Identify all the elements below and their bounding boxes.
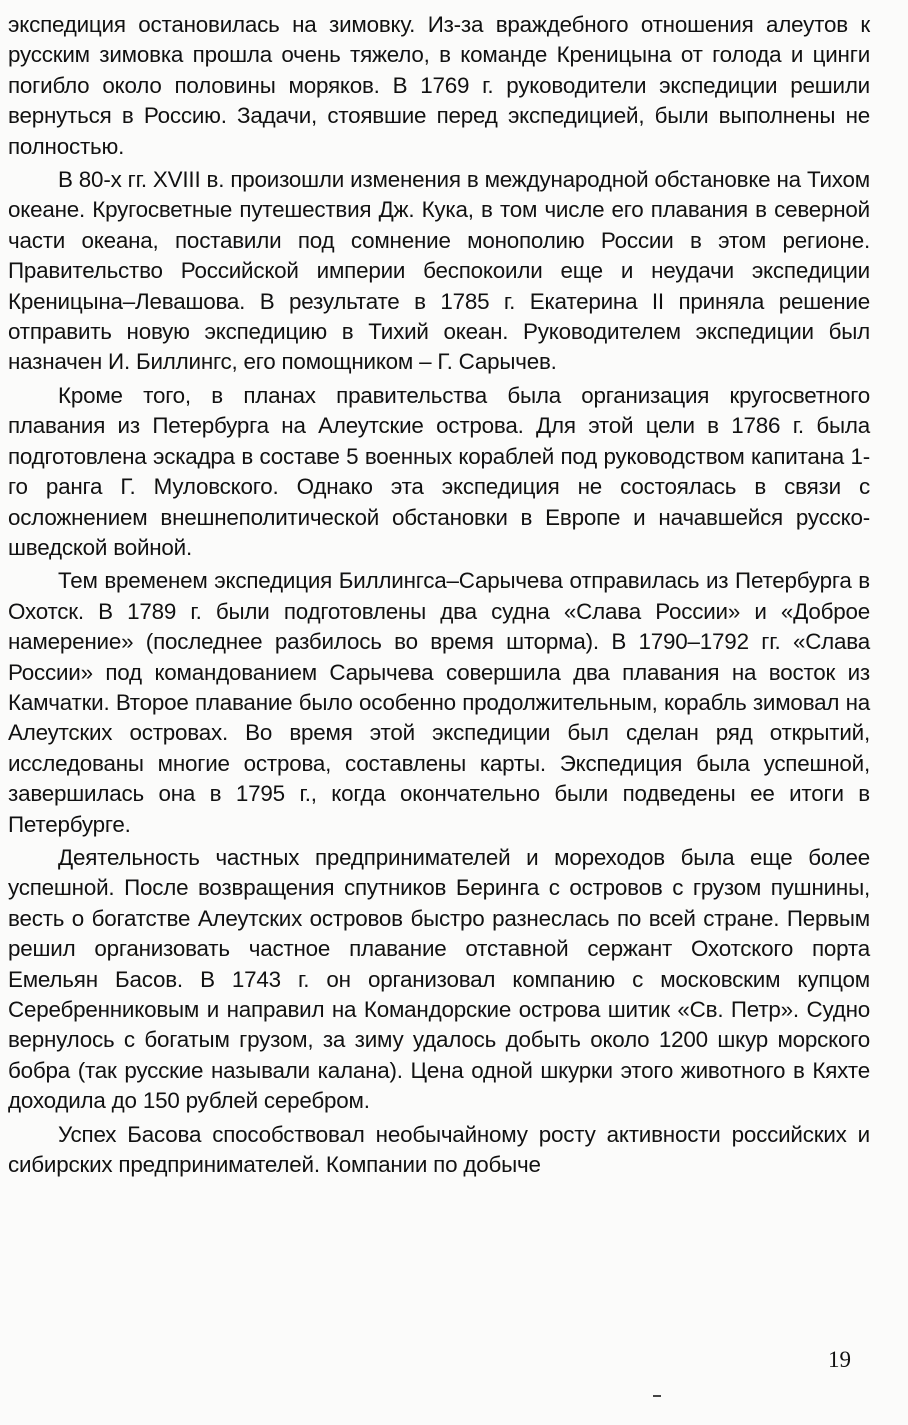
paragraph-5: Деятельность частных предпринимателей и мореходов была еще более успешной. После возвращения спутников Беринга с островов с грузом пушнины, весть о богатстве Алеутских островов быстро разнеслась по всей стране. Первым решил организовать частное плавание отставной сержант Охотского порта Емельян Басов. В 1743 г. он организовал компанию с московским купцом Серебренниковым и направил на Командорские острова шитик «Св. Петр». Судно вернулось с богатым грузом, за зиму удалось добыть около 1200 шкур морского бобра (так русские называли калана). Цена одной шкурки этого животного в Кяхте доходила до 150 рублей серебром. — [8, 844, 870, 1114]
paragraph-6: Успех Басова способствовал необычайному росту активности российских и сибирских предпринимателей. Компании по добыче — [8, 1121, 870, 1178]
paragraph-2: В 80-х гг. XVIII в. произошли изменения в международной обстановке на Тихом океане. Кругосветные путешествия Дж. Кука, в том числе его плавания в северной части океана, поставили под сомнение монополию России в этом регионе. Правительство Российской империи беспокоили еще и неудачи экспедиции Креницына–Левашова. В результате в 1785 г. Екатерина II приняла решение отправить новую экспедицию в Тихий океан. Руководителем экспедиции был назначен И. Биллингс, его помощником – Г. Сарычев. — [8, 167, 870, 375]
page-body — [8, 10, 870, 1180]
paragraph-1: экспедиция остановилась на зимовку. Из-за враждебного отношения алеутов к русским зимовка прошла очень тяжело, в команде Креницына от голода и цинги погибло около половины моряков. В 1769 г. руководители экспедиции решили вернуться в Россию. Задачи, стоявшие перед экспедицией, были выполнены не полностью. — [8, 12, 870, 159]
page-number: 19 — [828, 1347, 851, 1372]
scan-speck — [653, 1395, 661, 1397]
paragraph-3: Кроме того, в планах правительства была организация кругосветного плавания из Петербурга на Алеутские острова. Для этой цели в 1786 г. была подготовлена эскадра в составе 5 военных кораблей под руководством капитана 1-го ранга Г. Муловского. Однако эта экспедиция не состоялась в связи с осложнением внешнеполитической обстановки в Европе и начавшейся русско-шведской войной. — [8, 382, 870, 560]
paragraph-4: Тем временем экспедиция Биллингса–Сарычева отправилась из Петербурга в Охотск. В 1789 г. были подготовлены два судна «Слава России» и «Доброе намерение» (последнее разбилось во время шторма). В 1790–1792 гг. «Слава России» под командованием Сарычева совершила два плавания на восток из Камчатки. Второе плавание было особенно продолжительным, корабль зимовал на Алеутских островах. Во время этой экспедиции был сделан ряд открытий, исследованы многие острова, составлены карты. Экспедиция была успешной, завершилась она в 1795 г., когда окончательно были подведены ее итоги в Петербурге. — [8, 568, 870, 837]
